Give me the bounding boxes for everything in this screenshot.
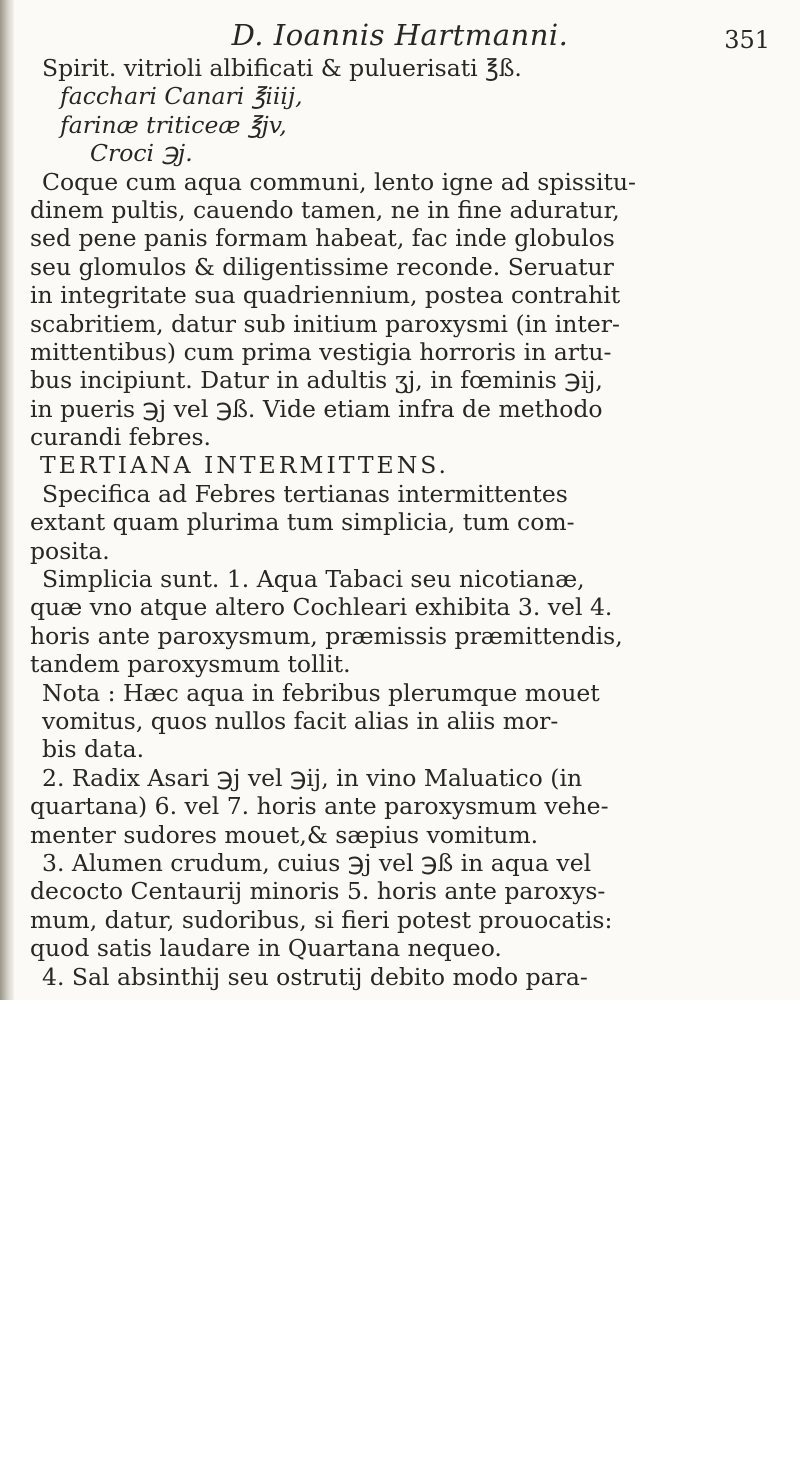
text-line: horis ante paroxysmum, præmissis præmittendis, — [30, 621, 623, 650]
text-line: Coque cum aqua communi, lento igne ad spissitu- — [42, 167, 636, 196]
text-line: extant quam plurima tum simplicia, tum com- — [30, 508, 575, 537]
running-head — [0, 12, 800, 56]
blank-margin — [0, 1000, 800, 1460]
text-line: menter sudores mouet,& sæpius vomitum. — [30, 820, 539, 849]
text-line: 3. Alumen crudum, cuius ℈j vel ℈ß in aqua vel — [42, 848, 592, 877]
text-line: posita. — [30, 536, 110, 565]
text-line: seu glomulos & diligentissime reconde. Seruatur — [30, 252, 614, 281]
text-line: curandi febres. — [30, 423, 212, 452]
text-line: mum, datur, sudoribus, si fieri potest prouocatis: — [30, 905, 613, 934]
text-line: in pueris ℈j vel ℈ß. Vide etiam infra de methodo — [30, 394, 603, 423]
text-line: facchari Canari ℥iiij, — [60, 82, 303, 111]
text-line: Croci ℈j. — [90, 139, 193, 168]
text-line: bus incipiunt. Datur in adultis ʒj, in fœminis ℈ij, — [30, 366, 603, 395]
page-number: 351 — [724, 26, 770, 54]
text-line: Specifica ad Febres tertianas intermittentes — [42, 479, 568, 508]
text-line: Nota : Hæc aqua in febribus plerumque mouet — [42, 678, 600, 707]
text-line: tandem paroxysmum tollit. — [30, 650, 351, 679]
text-line: mittentibus) cum prima vestigia horroris in artu- — [30, 337, 612, 366]
book-binding-edge — [0, 0, 14, 1000]
text-line: quæ vno atque altero Cochleari exhibita 3. vel 4. — [30, 593, 613, 622]
text-line: quartana) 6. vel 7. horis ante paroxysmum vehe- — [30, 792, 609, 821]
text-line: dinem pultis, cauendo tamen, ne in fine aduratur, — [30, 195, 620, 224]
text-line: Simplicia sunt. 1. Aqua Tabaci seu nicotianæ, — [42, 565, 585, 594]
text-line: vomitus, quos nullos facit alias in aliis mor- — [42, 706, 559, 735]
running-head-title: D. Ioannis Hartmanni. — [231, 18, 569, 52]
body-text — [30, 54, 785, 991]
text-line: 2. Radix Asari ℈j vel ℈ij, in vino Maluatico (in — [42, 763, 583, 792]
text-line: scabritiem, datur sub initium paroxysmi (in inter- — [30, 309, 620, 338]
section-heading: TERTIANA INTERMITTENS. — [40, 451, 449, 480]
text-line: Spirit. vitrioli albificati & puluerisati ℥ß. — [42, 54, 522, 82]
text-line: quod satis laudare in Quartana nequeo. — [30, 934, 502, 963]
text-line: bis data. — [42, 735, 145, 764]
text-line: farinæ triticeæ ℥jv, — [60, 110, 287, 139]
text-line: 4. Sal absinthij seu ostrutij debito modo para- — [42, 962, 588, 991]
text-line: in integritate sua quadriennium, postea contrahit — [30, 281, 621, 310]
text-line: decocto Centaurij minoris 5. horis ante paroxys- — [30, 877, 606, 906]
text-line: sed pene panis formam habeat, fac inde globulos — [30, 224, 615, 253]
